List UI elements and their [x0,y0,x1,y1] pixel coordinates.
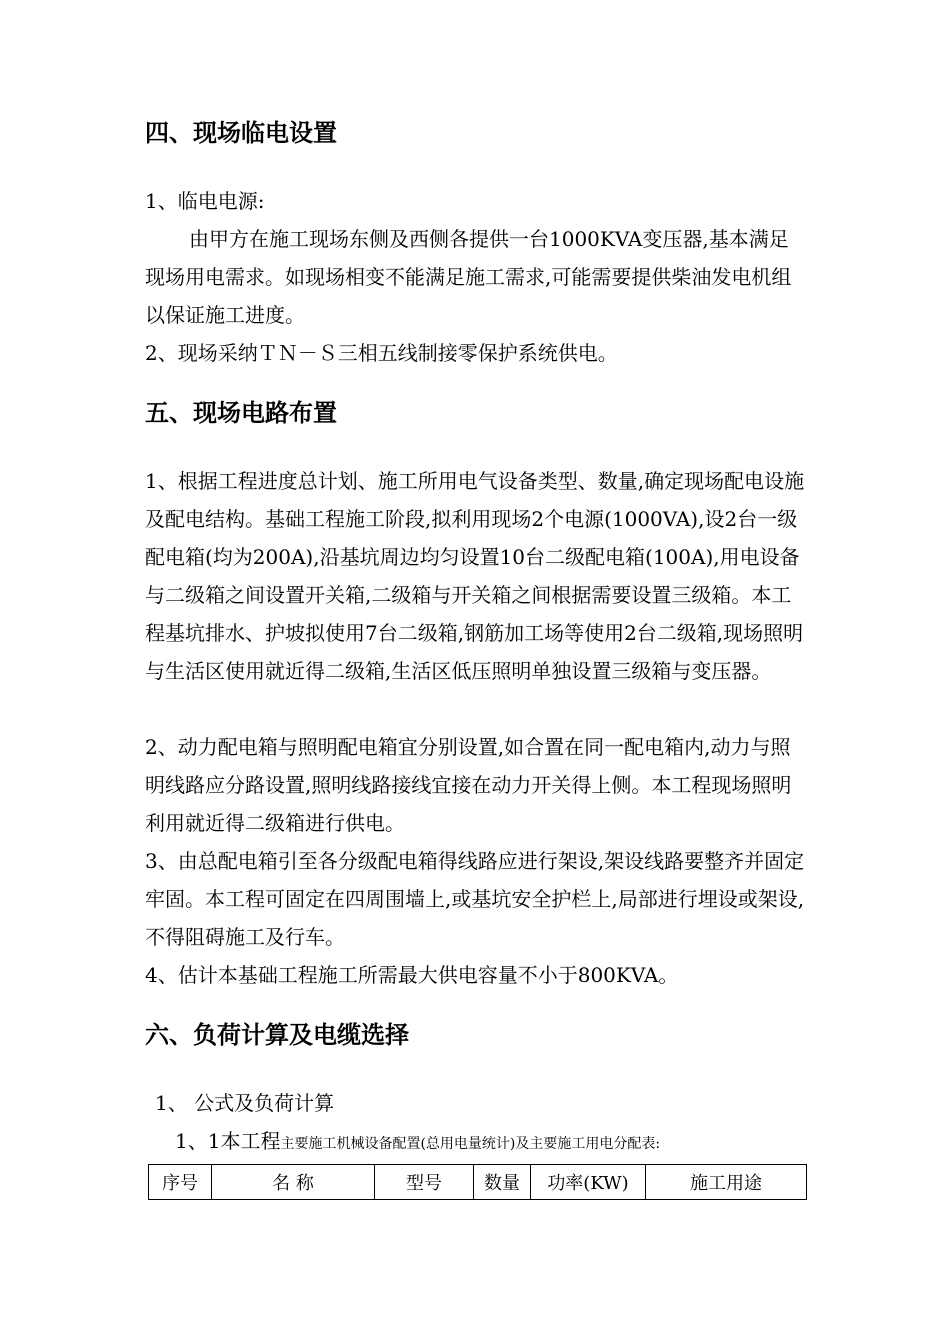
section-4-item-1-title: 1、临电电源: [145,189,265,213]
section-4-heading: 四、现场临电设置 [145,119,337,147]
section-4-item-1-body: 由甲方在施工现场东侧及西侧各提供一台1000KVA变压器,基本满足现场用电需求。如现场相变不能满足施工需求,可能需要提供柴油发电机组以保证施工进度。 [145,227,792,327]
table-header-row [149,1165,807,1200]
section-6-heading: 六、负荷计算及电缆选择 [145,1021,409,1049]
section-5-heading: 五、现场电路布置 [145,399,337,427]
section-6-sub-1-1 [175,1122,835,1163]
sub-1-1-lead: 1、1本工程 [175,1129,281,1153]
section-6-sub-1: 1、 公式及负荷计算 [155,1091,335,1115]
sub-1-1-caption: 主要施工机械设备配置(总用电量统计)及主要施工用电分配表: [280,1136,661,1152]
table-header-cell: 序号 [149,1165,212,1200]
table-header-cell: 名 称 [212,1165,375,1200]
equipment-table [148,1164,807,1200]
section-5-item-2: 2、动力配电箱与照明配电箱宜分别设置,如合置在同一配电箱内,动力与照明线路应分路设置,照明线路接线宜接在动力开关得上侧。本工程现场照明利用就近得二级箱进行供电。 [145,735,792,835]
table-header-cell: 型号 [375,1165,474,1200]
section-5-item-1: 1、根据工程进度总计划、施工所用电气设备类型、数量,确定现场配电设施及配电结构。基础工程施工阶段,拟利用现场2个电源(1000VA),设2台一级配电箱(均为200A),沿基坑周边均匀设置10台二级配电箱(100A),用电设备与二级箱之间设置开关箱,二级箱与开关箱之间根据需要设置三级箱。本工程基坑排水、护坡拟使用7台二级箱,钢筋加工场等使用2台二级箱,现场照明与生活区使用就近得二级箱,生活区低压照明单独设置三级箱与变压器。 [145,469,805,683]
table-header-cell: 数量 [474,1165,531,1200]
table-header-cell: 施工用途 [646,1165,807,1200]
section-4-item-2: 2、现场采纳ＴＮ－Ｓ三相五线制接零保护系统供电。 [145,341,618,365]
section-5-item-4: 4、估计本基础工程施工所需最大供电容量不小于800KVA。 [145,963,679,987]
section-5-item-3: 3、由总配电箱引至各分级配电箱得线路应进行架设,架设线路要整齐并固定牢固。本工程可固定在四周围墙上,或基坑安全护栏上,局部进行埋设或架设,不得阻碍施工及行车。 [145,849,805,949]
table-header-cell: 功率(KW) [531,1165,646,1200]
